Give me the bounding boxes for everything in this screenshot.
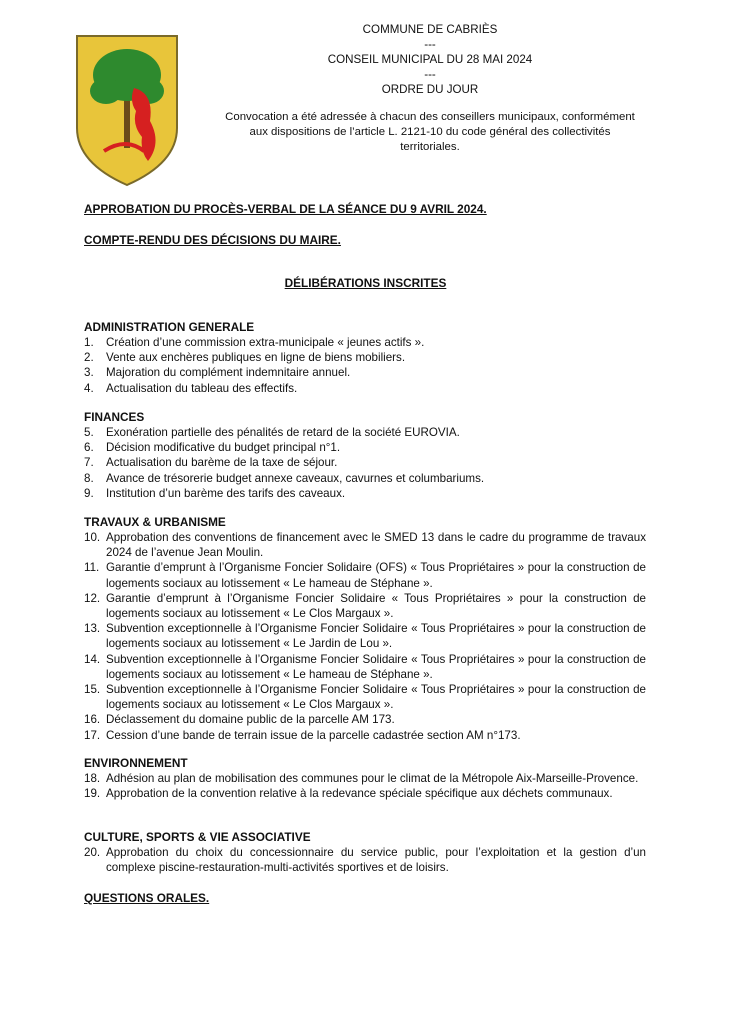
item-text: Subvention exceptionnelle à l’Organisme Foncier Solidaire « Tous Propriétaires » pour la construction de logements sociaux au lotissement « Le Clos Margaux ». bbox=[106, 683, 646, 712]
separator: --- bbox=[424, 68, 436, 81]
item-number: 18. bbox=[84, 772, 101, 785]
item-text: Approbation des conventions de financement avec le SMED 13 dans le cadre du programme de travaux 2024 de l’avenue Jean Moulin. bbox=[106, 531, 646, 560]
separator: --- bbox=[424, 38, 436, 51]
section-title-finances: FINANCES bbox=[84, 410, 145, 424]
section-title-environnement: ENVIRONNEMENT bbox=[84, 756, 188, 770]
item-number: 19. bbox=[84, 787, 101, 801]
item-text: Avance de trésorerie budget annexe caveaux, cavurnes et columbariums. bbox=[106, 471, 485, 485]
item-text: Vente aux enchères publiques en ligne de biens mobiliers. bbox=[106, 351, 406, 365]
item-text: Actualisation du tableau des effectifs. bbox=[106, 381, 298, 395]
item-number: 1. bbox=[84, 336, 94, 349]
agenda-list-travaux bbox=[84, 530, 646, 743]
item-text: Institution d’un barème des tarifs des caveaux. bbox=[106, 486, 346, 500]
item-text: Actualisation du barème de la taxe de séjour. bbox=[106, 456, 338, 470]
item-number: 2. bbox=[84, 351, 94, 365]
item-text: Exonération partielle des pénalités de retard de la société EUROVIA. bbox=[106, 426, 460, 439]
agenda-item bbox=[84, 712, 646, 727]
ordre-du-jour-title: ORDRE DU JOUR bbox=[381, 83, 479, 96]
item-text: Garantie d’emprunt à l’Organisme Foncier Solidaire (OFS) « Tous Propriétaires » pour la construction de logements sociaux au lotissement « Le hameau de Stéphane ». bbox=[106, 561, 646, 590]
agenda-list-environnement bbox=[84, 771, 646, 801]
item-number: 4. bbox=[84, 381, 94, 395]
item-text: Déclassement du domaine public de la parcelle AM 173. bbox=[106, 713, 395, 727]
conseil-title: CONSEIL MUNICIPAL DU 28 MAI 2024 bbox=[327, 53, 533, 66]
agenda-item bbox=[84, 350, 646, 365]
agenda-item bbox=[84, 455, 646, 470]
item-text: Subvention exceptionnelle à l’Organisme Foncier Solidaire « Tous Propriétaires » pour la construction de logements sociaux au lotissement « Le Jardin de Lou ». bbox=[106, 622, 646, 651]
item-number: 12. bbox=[84, 591, 101, 605]
item-text: Majoration du complément indemnitaire annuel. bbox=[106, 366, 351, 380]
item-number: 20. bbox=[84, 846, 101, 859]
item-number: 9. bbox=[84, 486, 94, 500]
item-text: Cession d’une bande de terrain issue de la parcelle cadastrée section AM n°173. bbox=[106, 728, 521, 742]
commune-title: COMMUNE DE CABRIÈS bbox=[362, 23, 498, 36]
item-text: Décision modificative du budget principal n°1. bbox=[106, 441, 341, 455]
agenda-item bbox=[84, 560, 646, 590]
agenda-item bbox=[84, 621, 646, 651]
agenda-item bbox=[84, 591, 646, 621]
item-text: Garantie d’emprunt à l’Organisme Foncier Solidaire « Tous Propriétaires » pour la construction de logements sociaux au lotissement « Le Clos Margaux ». bbox=[106, 591, 646, 621]
deliberations-heading: DÉLIBÉRATIONS INSCRITES bbox=[284, 276, 447, 290]
item-number: 11. bbox=[84, 561, 100, 575]
item-number: 15. bbox=[84, 683, 101, 697]
agenda-item bbox=[84, 365, 646, 380]
compte-rendu-heading: COMPTE-RENDU DES DÉCISIONS DU MAIRE. bbox=[84, 233, 341, 247]
agenda-item bbox=[84, 652, 646, 682]
convocation-text: Convocation a été adressée à chacun des conseillers municipaux, conformément aux dispositions de l’article L. 2121-10 du code général des collectivités territoriales. bbox=[225, 111, 635, 154]
agenda-list-administration bbox=[84, 335, 646, 396]
item-number: 7. bbox=[84, 456, 94, 470]
agenda-item bbox=[84, 335, 646, 350]
item-number: 17. bbox=[84, 728, 101, 742]
item-text: Adhésion au plan de mobilisation des communes pour le climat de la Métropole Aix-Marseille-Provence. bbox=[106, 772, 639, 785]
agenda-item bbox=[84, 728, 646, 743]
coat-of-arms-icon bbox=[74, 33, 180, 188]
item-text: Subvention exceptionnelle à l’Organisme Foncier Solidaire « Tous Propriétaires » pour la construction de logements sociaux au lotissement « Le hameau de Stéphane ». bbox=[106, 652, 646, 681]
agenda-item bbox=[84, 381, 646, 396]
item-text: Approbation de la convention relative à la redevance spéciale spécifique aux déchets communaux. bbox=[106, 787, 613, 801]
agenda-item bbox=[84, 845, 646, 875]
item-number: 6. bbox=[84, 441, 94, 455]
agenda-item bbox=[84, 471, 646, 486]
item-number: 13. bbox=[84, 622, 101, 636]
section-title-administration: ADMINISTRATION GENERALE bbox=[84, 320, 255, 334]
item-number: 5. bbox=[84, 426, 94, 439]
agenda-item bbox=[84, 786, 646, 801]
item-text: Création d’une commission extra-municipale « jeunes actifs ». bbox=[106, 336, 425, 349]
agenda-item bbox=[84, 530, 646, 560]
item-text: Approbation du choix du concessionnaire du service public, pour l’exploitation et la gestion d’un complexe piscine-restauration-multi-activités sportives et de loisirs. bbox=[106, 846, 646, 875]
agenda-list-culture bbox=[84, 845, 646, 875]
agenda-item bbox=[84, 682, 646, 712]
approbation-heading: APPROBATION DU PROCÈS-VERBAL DE LA SÉANCE DU 9 AVRIL 2024. bbox=[84, 202, 487, 216]
agenda-item bbox=[84, 425, 646, 440]
agenda-item bbox=[84, 486, 646, 501]
item-number: 8. bbox=[84, 471, 94, 485]
questions-orales-heading: QUESTIONS ORALES. bbox=[84, 891, 210, 905]
agenda-item bbox=[84, 440, 646, 455]
item-number: 10. bbox=[84, 531, 101, 544]
item-number: 16. bbox=[84, 713, 101, 727]
agenda-item bbox=[84, 771, 646, 786]
section-title-culture: CULTURE, SPORTS & VIE ASSOCIATIVE bbox=[84, 830, 311, 844]
agenda-list-finances bbox=[84, 425, 646, 501]
item-number: 14. bbox=[84, 652, 101, 666]
section-title-travaux: TRAVAUX & URBANISME bbox=[84, 515, 226, 529]
item-number: 3. bbox=[84, 366, 94, 380]
